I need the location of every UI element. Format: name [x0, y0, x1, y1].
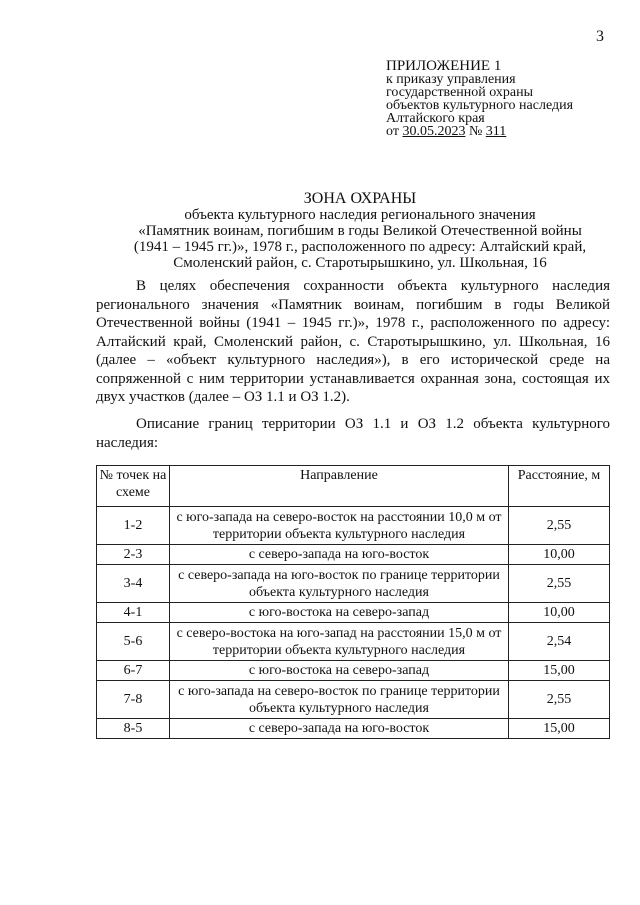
cell-direction: с северо-запада на юго-восток [170, 719, 509, 739]
appendix-block [386, 60, 573, 138]
cell-distance: 2,55 [509, 565, 610, 603]
header-direction: Направление [170, 466, 509, 507]
header-points: № точек на схеме [97, 466, 170, 507]
boundary-table [96, 465, 610, 739]
heading-line: Смоленский район, с. Старотырышкино, ул. Школьная, 16 [173, 255, 547, 271]
document-heading [100, 191, 620, 271]
table-header-row [97, 466, 610, 507]
table-row [97, 545, 610, 565]
cell-points: 8-5 [97, 719, 170, 739]
table-row [97, 623, 610, 661]
intro-text: В целях обеспечения сохранности объекта культурного наследия регионального значения «Памятник воинам, погибшим в годы Великой Отечественной войны (1941 – 1945 гг.)», 1978 г., расположенного по адресу: Алтайский край, Смоленский район, с. Старотырышкино, ул. Школьная, 16 (далее – «объект культурного наследия»), в его исторической среде на сопряженной с ним территории устанавливается охранная зона, состоящая их двух участков (далее – ОЗ 1.1 и ОЗ 1.2). [96, 278, 610, 405]
description-text: Описание границ территории ОЗ 1.1 и ОЗ 1.2 объекта культурного наследия: [96, 416, 610, 451]
cell-direction: с юго-востока на северо-запад [170, 603, 509, 623]
table-row [97, 681, 610, 719]
cell-direction: с юго-запада на северо-восток по границе территории объекта культурного наследия [170, 681, 509, 719]
page-number: 3 [596, 28, 604, 45]
table-row [97, 603, 610, 623]
cell-points: 3-4 [97, 565, 170, 603]
cell-points: 1-2 [97, 507, 170, 545]
order-reference [386, 125, 573, 138]
appendix-line: государственной охраны [386, 85, 534, 100]
heading-line: объекта культурного наследия регионального значения [184, 207, 536, 223]
table-row [97, 507, 610, 545]
appendix-line: объектов культурного наследия [386, 98, 574, 113]
cell-distance: 2,54 [509, 623, 610, 661]
cell-distance: 10,00 [509, 603, 610, 623]
cell-direction: с юго-востока на северо-запад [170, 661, 509, 681]
cell-points: 2-3 [97, 545, 170, 565]
cell-points: 5-6 [97, 623, 170, 661]
appendix-line: Алтайского края [386, 111, 485, 126]
table-row [97, 719, 610, 739]
cell-direction: с северо-запада на юго-восток по границе территории объекта культурного наследия [170, 565, 509, 603]
cell-distance: 15,00 [509, 719, 610, 739]
appendix-title: ПРИЛОЖЕНИЕ 1 [386, 58, 502, 74]
order-date: 30.05.2023 [402, 124, 466, 139]
table-row [97, 661, 610, 681]
order-number-label: № [468, 124, 483, 139]
cell-distance: 15,00 [509, 661, 610, 681]
cell-direction: с северо-востока на юго-запад на расстоянии 15,0 м от территории объекта культурного наследия [170, 623, 509, 661]
header-distance: Расстояние, м [509, 466, 610, 507]
cell-points: 6-7 [97, 661, 170, 681]
cell-distance: 2,55 [509, 681, 610, 719]
appendix-line: к приказу управления [386, 72, 516, 87]
heading-line: (1941 – 1945 гг.)», 1978 г., расположенного по адресу: Алтайский край, [133, 239, 587, 255]
table-row [97, 565, 610, 603]
description-paragraph [96, 415, 610, 452]
cell-distance: 10,00 [509, 545, 610, 565]
heading-title: ЗОНА ОХРАНЫ [303, 190, 417, 207]
heading-line: «Памятник воинам, погибшим в годы Великой Отечественной войны [138, 223, 582, 239]
order-prefix: от [386, 124, 399, 139]
cell-direction: с юго-запада на северо-восток на расстоянии 10,0 м от территории объекта культурного наследия [170, 507, 509, 545]
order-number: 311 [485, 124, 507, 139]
cell-direction: с северо-запада на юго-восток [170, 545, 509, 565]
intro-paragraph [96, 277, 610, 407]
cell-distance: 2,55 [509, 507, 610, 545]
cell-points: 7-8 [97, 681, 170, 719]
cell-points: 4-1 [97, 603, 170, 623]
